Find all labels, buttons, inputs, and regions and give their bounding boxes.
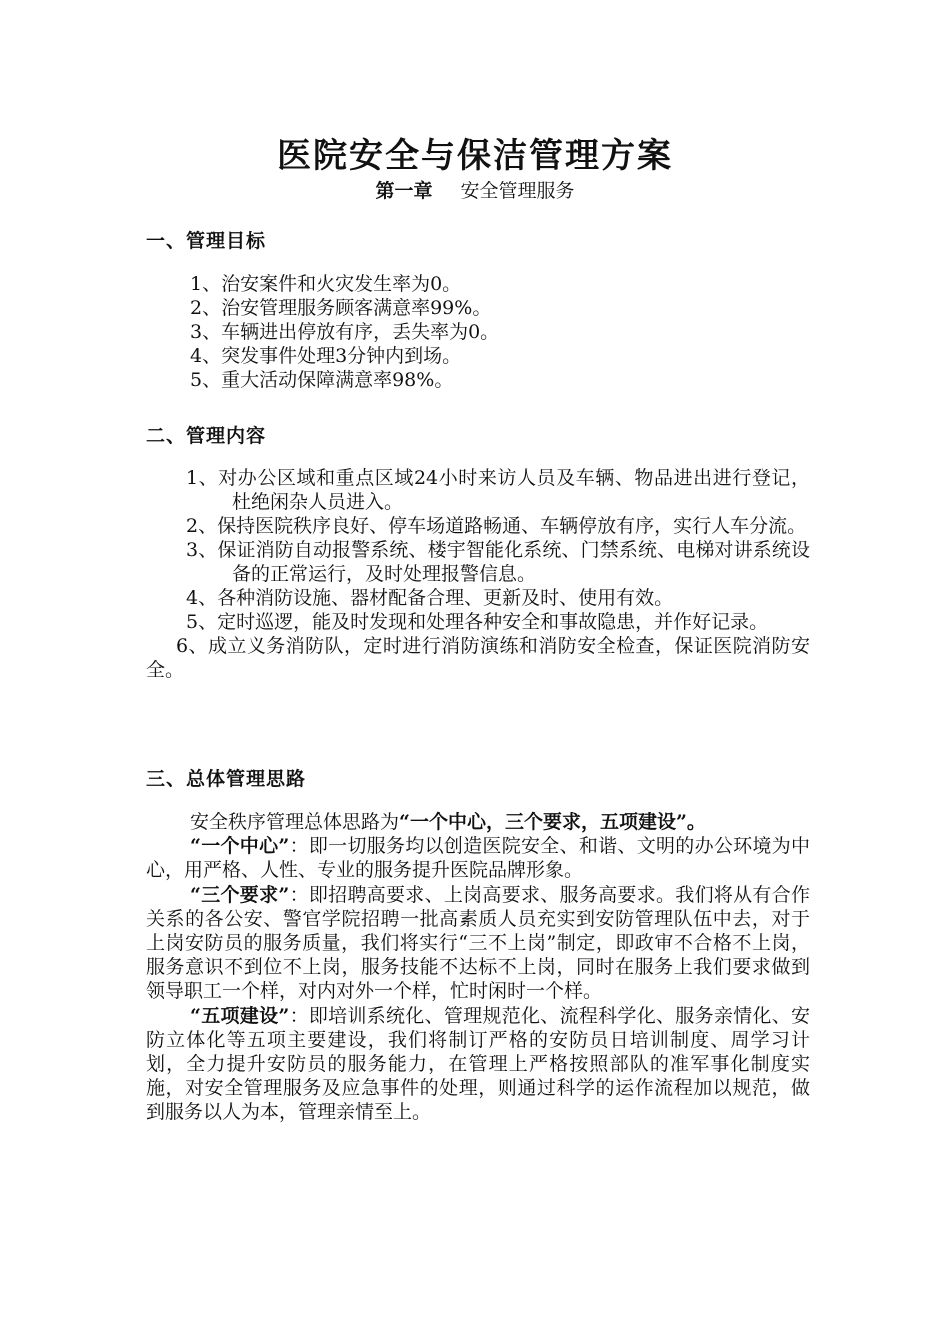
content-item: 1、对办公区域和重点区域24小时来访人员及车辆、物品进出进行登记，杜绝闲杂人员进入。: [186, 467, 810, 513]
approach-three-requirements: [146, 883, 810, 1004]
content-item: 2、保持医院秩序良好、停车场道路畅通、车辆停放有序，实行人车分流。: [186, 515, 807, 537]
content-item: 5、定时巡逻，能及时发现和处理各种安全和事故隐患，并作好记录。: [186, 611, 769, 633]
chapter-name: 安全管理服务: [460, 180, 575, 202]
three-requirements-label: “三个要求”: [190, 883, 290, 906]
document-title: 医院安全与保洁管理方案: [277, 136, 673, 176]
five-constructions-label: “五项建设”: [190, 1004, 290, 1027]
approach-summary-text: 安全秩序管理总体思路为: [190, 811, 400, 833]
chapter-subtitle: [0, 176, 950, 203]
five-constructions-text: ：即培训系统化、管理规范化、流程科学化、服务亲情化、安防立体化等五项主要建设，我们将制订严格的安防员日培训制度、周学习计划，全力提升安防员的服务能力，在管理上严格按照部队的准军事化制度实施，对安全管理服务及应急事件的处理，则通过科学的运作流程加以规范，做到服务以人为本，管理亲情至上。: [146, 1004, 810, 1124]
goals-list: [146, 272, 810, 392]
section-heading-approach: 三、总体管理思路: [146, 768, 307, 790]
approach-summary-bold: “一个中心，三个要求，五项建设”。: [399, 811, 706, 833]
goal-item: 1、治安案件和火灾发生率为0。: [190, 273, 462, 295]
three-requirements-text: ：即招聘高要求、上岗高要求、服务高要求。我们将从有合作关系的各公安、警官学院招聘一批高素质人员充实到安防管理队伍中去，对于上岗安防员的服务质量，我们将实行“三不上岗”制定，即政审不合格不上岗，服务意识不到位不上岗，服务技能不达标不上岗，同时在服务上我们要求做到领导职工一个样，对内对外一个样，忙时闲时一个样。: [146, 883, 810, 1003]
one-center-text: ：即一切服务均以创造医院安全、和谐、文明的办公环境为中心，用严格、人性、专业的服务提升医院品牌形象。: [146, 835, 810, 882]
approach-five-constructions: [146, 1004, 810, 1125]
content-item: 6、成立义务消防队，定时进行消防演练和消防安全检查，保证医院消防安全。: [146, 635, 810, 681]
section-heading-content: 二、管理内容: [146, 425, 267, 447]
content-item: 3、保证消防自动报警系统、楼宇智能化系统、门禁系统、电梯对讲系统设备的正常运行，及时处理报警信息。: [186, 539, 810, 585]
goal-item: 3、车辆进出停放有序，丢失率为0。: [190, 321, 500, 343]
goal-item: 4、突发事件处理3分钟内到场。: [190, 345, 462, 367]
goal-item: 5、重大活动保障满意率98%。: [190, 369, 454, 391]
content-item: 4、各种消防设施、器材配备合理、更新及时、使用有效。: [186, 587, 674, 609]
approach-summary: [146, 810, 810, 834]
chapter-label: 第一章: [375, 180, 433, 202]
approach-paragraphs: [146, 810, 810, 1125]
section-heading-goals: 一、管理目标: [146, 230, 267, 252]
content-list: [146, 466, 810, 682]
one-center-label: “一个中心”: [190, 835, 290, 858]
goal-item: 2、治安管理服务顾客满意率99%。: [190, 297, 492, 319]
approach-one-center: [146, 834, 810, 882]
